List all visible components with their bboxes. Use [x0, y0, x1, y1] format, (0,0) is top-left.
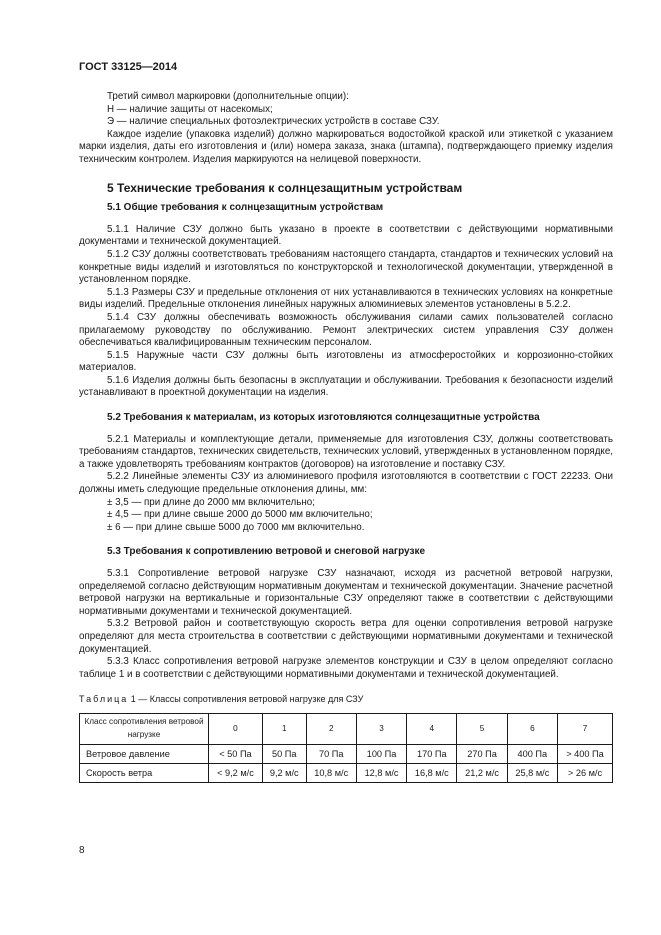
- subsection-5-1-title: 5.1 Общие требования к солнцезащитным устройствам: [107, 202, 384, 214]
- header-cell: 5: [457, 713, 507, 744]
- table-cell: 100 Па: [356, 744, 406, 763]
- paragraph-5-1-3: 5.1.3 Размеры СЗУ и предельные отклонения от них устанавливаются в технических условиях на конкретные виды изделий. Предельные отклонения линейных наружных алюминиевых элементов установлены в 5.2.2.: [79, 286, 613, 311]
- table-cell: 10,8 м/с: [306, 763, 356, 782]
- header-cell: 0: [209, 713, 263, 744]
- intro-paragraph: Каждое изделие (упаковка изделий) должно маркироваться водостойкой краской или этикеткой с указанием марки изделия, даты его изготовления и (или) номера заказа, знака (штампа), подтверждающего приемку изделия техническим контролем. Изделия маркируются на нелицевой поверхности.: [79, 128, 613, 165]
- paragraph-5-2-2: 5.2.2 Линейные элементы СЗУ из алюминиевого профиля изготовляются в соответствии с ГОСТ 22233. Они должны иметь следующие предельные отклонения длины, мм:: [79, 471, 613, 496]
- tolerance-item: ± 3,5 — при длине до 2000 мм включительно;: [107, 496, 315, 508]
- table-cell: 16,8 м/с: [407, 763, 457, 782]
- header-cell: Класс сопротивления ветровой нагрузке: [80, 713, 209, 744]
- table-cell: 400 Па: [507, 744, 557, 763]
- paragraph-5-3-3: 5.3.3 Класс сопротивления ветровой нагрузке элементов конструкции и СЗУ в целом определяют согласно таблице 1 и в соответствии с действующими нормативными документами и технической документацией.: [79, 656, 613, 680]
- header-cell: 7: [558, 713, 613, 744]
- table-caption-prefix: Таблица: [79, 694, 129, 705]
- table-cell: 50 Па: [262, 744, 306, 763]
- table-cell: 170 Па: [407, 744, 457, 763]
- table-cell: 9,2 м/с: [262, 763, 306, 782]
- document-header: ГОСТ 33125—2014: [79, 61, 178, 73]
- paragraph-5-1-4: 5.1.4 СЗУ должны обеспечивать возможность обслуживания силами самих пользователей согласно прилагаемому руководству по обслуживанию. Ремонт электрических систем управления СЗУ должен обеспечиваться квалифицированным техническим персоналом.: [79, 311, 613, 349]
- table-cell: > 400 Па: [558, 744, 613, 763]
- header-cell: 6: [507, 713, 557, 744]
- paragraph-5-1-1: 5.1.1 Наличие СЗУ должно быть указано в проекте в соответствии с действующими нормативными документами и технической документацией.: [79, 223, 613, 248]
- document-body: [79, 91, 613, 783]
- paragraph-5-3-2: 5.3.2 Ветровой район и соответствующую скорость ветра для оценки сопротивления ветровой нагрузке определяют для места строительства в соответствии с действующими нормативными документами и технической документацией.: [79, 618, 613, 655]
- wind-resistance-table: [79, 713, 613, 783]
- tolerance-item: ± 4,5 — при длине свыше 2000 до 5000 мм включительно;: [107, 509, 373, 521]
- paragraph-5-1-2: 5.1.2 СЗУ должны соответствовать требованиям настоящего стандарта, стандартов и технических условий на конкретные виды изделий и изготовляться по конструкторской и технологической документации, утвержденной в установленном порядке.: [79, 248, 613, 286]
- tolerance-item: ± 6 — при длине свыше 5000 до 7000 мм включительно.: [107, 521, 365, 533]
- table-row: [80, 744, 613, 763]
- table-cell: > 26 м/с: [558, 763, 613, 782]
- header-cell: 2: [306, 713, 356, 744]
- table-caption-text: 1 — Классы сопротивления ветровой нагрузке для СЗУ: [128, 694, 364, 705]
- row-label: Ветровое давление: [80, 744, 209, 763]
- subsection-5-3-title: 5.3 Требования к сопротивлению ветровой и снеговой нагрузке: [107, 546, 426, 558]
- table-cell: 70 Па: [306, 744, 356, 763]
- table-cell: 25,8 м/с: [507, 763, 557, 782]
- header-cell: 4: [407, 713, 457, 744]
- table-cell: 270 Па: [457, 744, 507, 763]
- table-1-caption: [79, 693, 613, 706]
- row-label: Скорость ветра: [80, 763, 209, 782]
- paragraph-5-3-1: 5.3.1 Сопротивление ветровой нагрузке СЗУ назначают, исходя из расчетной ветровой нагрузки, определяемой согласно действующим нормативным документам и технической документации. Значение расчетной ветровой нагрузки на вертикальные и горизонтальные СЗУ определяют также в соответствии с действующими нормативными документами и технической документацией.: [79, 568, 613, 617]
- table-row: [80, 763, 613, 782]
- page-number: 8: [79, 845, 85, 856]
- paragraph-5-2-1: 5.2.1 Материалы и комплектующие детали, применяемые для изготовления СЗУ, должны соответствовать требованиям стандартов, технических свидетельств, технических условий, утвержденных в установленном порядке, а также удовлетворять требованиям контрактов (договоров) на изготовление и поставку СЗУ.: [79, 433, 613, 470]
- intro-line: Н — наличие защиты от насекомых;: [107, 103, 273, 115]
- paragraph-5-1-5: 5.1.5 Наружные части СЗУ должны быть изготовлены из атмосферостойких и коррозионно-стойких материалов.: [79, 349, 613, 374]
- intro-line: Третий символ маркировки (дополнительные опции):: [107, 91, 349, 102]
- section-5-title: 5 Технические требования к солнцезащитным устройствам: [107, 180, 463, 195]
- table-cell: 12,8 м/с: [356, 763, 406, 782]
- paragraph-5-1-6: 5.1.6 Изделия должны быть безопасны в эксплуатации и обслуживании. Требования к безопасности изделий устанавливают в проектной документации на изделия.: [79, 374, 613, 399]
- table-header-row: [80, 713, 613, 744]
- header-cell: 3: [356, 713, 406, 744]
- header-cell: 1: [262, 713, 306, 744]
- table-cell: < 9,2 м/с: [209, 763, 263, 782]
- intro-line: Э — наличие специальных фотоэлектрических устройств в составе СЗУ.: [107, 116, 440, 128]
- table-cell: 21,2 м/с: [457, 763, 507, 782]
- subsection-5-2-title: 5.2 Требования к материалам, из которых изготовляются солнцезащитные устройства: [107, 412, 540, 424]
- table-cell: < 50 Па: [209, 744, 263, 763]
